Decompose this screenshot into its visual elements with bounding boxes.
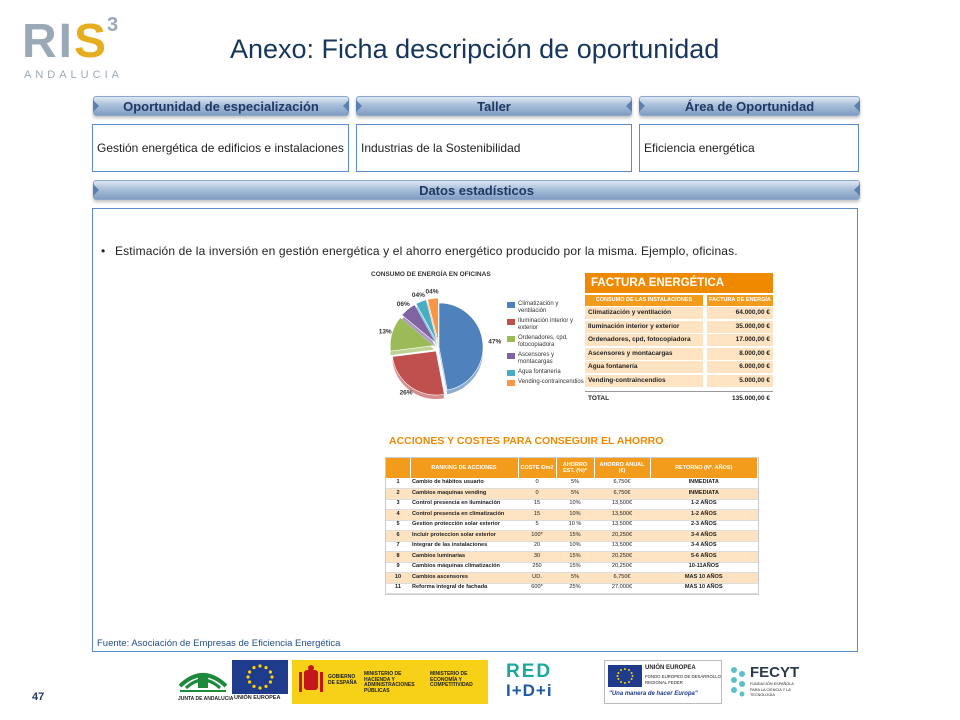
acciones-cell: 7 <box>386 541 410 552</box>
factura-row-name: Agua fontanería <box>585 361 703 373</box>
legend-label: Ascensores y montacargas <box>518 352 555 365</box>
oportunidad-value: Gestión energética de edificios e instalaciones <box>92 124 349 172</box>
pie-value-label: 26% <box>399 389 413 397</box>
acciones-cell: 25% <box>556 583 594 594</box>
acciones-cell: 6 <box>386 531 410 542</box>
acciones-row <box>386 562 758 573</box>
eu-flag-small-icon <box>608 665 642 687</box>
factura-row <box>585 348 773 360</box>
factura-row-value: 17.000,00 € <box>707 334 773 346</box>
logo-brand <box>22 16 108 68</box>
factura-row-name: Vending-contraincendios <box>585 375 703 387</box>
acciones-cell: 15% <box>556 562 594 573</box>
acciones-cell: 6,750€ <box>594 478 650 489</box>
acciones-cell: 15 <box>518 510 556 521</box>
header-area: Área de Oportunidad <box>639 96 860 116</box>
legend-item <box>507 301 587 315</box>
acciones-row <box>386 573 758 584</box>
acciones-cell: 4 <box>386 510 410 521</box>
acciones-cell: 8 <box>386 552 410 563</box>
header-taller: Taller <box>356 96 632 116</box>
acciones-cell: 27,000€ <box>594 583 650 594</box>
fecyt-logo <box>728 660 804 704</box>
gobierno-espana-logo <box>292 660 488 704</box>
footer-logos <box>172 660 800 704</box>
pie-value-label: 13% <box>378 328 392 336</box>
acciones-cell: 9 <box>386 562 410 573</box>
ue-feder-logo <box>604 660 722 704</box>
acciones-cell: Cambios ascensores <box>410 573 518 584</box>
acciones-cell: 5% <box>556 573 594 584</box>
acciones-row <box>386 583 758 594</box>
fecyt-dots-icon <box>728 664 750 700</box>
acciones-cell: 10-11AÑOS <box>650 562 758 573</box>
acciones-cell: 3 <box>386 499 410 510</box>
logo-region: ANDALUCIA <box>24 69 123 81</box>
page-title: Anexo: Ficha descripción de oportunidad <box>230 34 720 64</box>
legend-label: Climatización y ventilación <box>518 301 559 314</box>
taller-value: Industrias de la Sostenibilidad <box>356 124 632 172</box>
factura-row <box>585 375 773 387</box>
acciones-cell: 10% <box>556 499 594 510</box>
acciones-title: ACCIONES Y COSTES PARA CONSEGUIR EL AHORRO <box>389 435 664 447</box>
acciones-header-cell: COSTE €/m2 <box>518 458 556 478</box>
acciones-cell: 1-2 AÑOS <box>650 510 758 521</box>
acciones-row <box>386 531 758 542</box>
acciones-cell: 5 <box>386 520 410 531</box>
acciones-cell: 5 <box>518 520 556 531</box>
pie-legend <box>507 301 587 389</box>
bullet-content: Estimación de la inversión en gestión energética y el ahorro energético producido por la misma. Ejemplo, oficinas. <box>115 244 738 258</box>
legend-swatch <box>507 353 515 359</box>
bullet-text: • Estimación de la inversión en gestión energética y el ahorro energético producido por la misma. Ejemplo, oficinas. <box>101 244 738 258</box>
hacienda-label: MINISTERIO DE HACIENDA Y ADMINISTRACIONES PÚBLICAS <box>364 671 415 694</box>
acciones-cell: Cambios maquinas vending <box>410 489 518 500</box>
pie-slice <box>439 303 483 390</box>
junta-andalucia-logo <box>176 660 234 704</box>
ue2-sub: FONDO EUROPEO DE DESARROLLO REGIONAL FEDER <box>645 674 721 685</box>
acciones-header-cell: AHORRO EST. (%)* <box>556 458 594 478</box>
eu-flag-logo <box>232 660 288 704</box>
legend-label: Ordenadores, cpd, fotocopiadora <box>518 335 568 348</box>
area-value: Eficiencia energética <box>639 124 859 172</box>
logo-superscript: 3 <box>107 14 119 36</box>
acciones-cell: Cambio de hábitos usuario <box>410 478 518 489</box>
acciones-row <box>386 510 758 521</box>
legend-item <box>507 335 587 349</box>
acciones-cell: 30 <box>518 552 556 563</box>
acciones-cell: 3-4 AÑOS <box>650 531 758 542</box>
fecyt-text: FECYT <box>750 664 800 681</box>
fecyt-sub: FUNDACIÓN ESPAÑOLA PARA LA CIENCIA Y LA TECNOLOGÍA <box>750 682 794 697</box>
acciones-cell: 1-2 AÑOS <box>650 499 758 510</box>
legend-item <box>507 369 587 376</box>
factura-col1-header: CONSUMO DE LAS INSTALACIONES <box>585 295 703 306</box>
acciones-cell: INMEDIATA <box>650 478 758 489</box>
legend-swatch <box>507 380 515 386</box>
acciones-header-cell <box>386 458 410 478</box>
factura-row <box>585 334 773 346</box>
acciones-cell: Cambios máquinas climatización <box>410 562 518 573</box>
logo-brand-text: RIS <box>22 15 109 68</box>
acciones-cell: 15% <box>556 531 594 542</box>
acciones-row <box>386 489 758 500</box>
acciones-row <box>386 478 758 489</box>
acciones-cell: INMEDIATA <box>650 489 758 500</box>
acciones-cell: 15 <box>518 499 556 510</box>
legend-item <box>507 318 587 332</box>
factura-total-value: 135.000,00 € <box>732 394 770 402</box>
acciones-cell: 5-6 AÑOS <box>650 552 758 563</box>
junta-label: JUNTA DE ANDALUCIA <box>178 696 234 702</box>
pie-value-label: 06% <box>396 300 410 308</box>
factura-row-name: Iluminación interior y exterior <box>585 321 703 333</box>
acciones-cell: Incluir proteccion solar exterior <box>410 531 518 542</box>
factura-row-value: 64.000,00 € <box>707 307 773 319</box>
acciones-cell: 13,500€ <box>594 541 650 552</box>
economia-label: MINISTERIO DE ECONOMÍA Y COMPETITIVIDAD <box>430 671 473 688</box>
acciones-cell: 20,250€ <box>594 562 650 573</box>
escudo-icon <box>296 664 326 700</box>
acciones-cell: 1 <box>386 478 410 489</box>
acciones-cell: 100* <box>518 531 556 542</box>
factura-table <box>585 273 773 405</box>
ris3-logo <box>22 14 123 84</box>
factura-row-name: Ascensores y montacargas <box>585 348 703 360</box>
stats-panel <box>92 208 858 652</box>
red-text: RED <box>506 661 553 682</box>
legend-label: Iluminación interior y exterior <box>518 318 574 331</box>
acciones-header-cell: RANKING DE ACCIONES <box>410 458 518 478</box>
factura-col2-header: FACTURA DE ENERGÍA <box>707 295 773 306</box>
acciones-cell: Control presencia en climatización <box>410 510 518 521</box>
acciones-cell: 2-3 AÑOS <box>650 520 758 531</box>
pie-title: CONSUMO DE ENERGÍA EN OFICINAS <box>371 271 491 278</box>
acciones-cell: 20 <box>518 541 556 552</box>
acciones-cell: 5% <box>556 489 594 500</box>
ue2-motto: "Una manera de hacer Europa" <box>609 691 698 697</box>
pie-value-label: 04% <box>425 288 439 296</box>
pie-value-label: 04% <box>411 291 425 299</box>
factura-row-name: Climatización y ventilación <box>585 307 703 319</box>
factura-row <box>585 361 773 373</box>
legend-label: Agua fontanería <box>518 369 561 375</box>
acciones-cell: 5% <box>556 478 594 489</box>
acciones-row <box>386 541 758 552</box>
acciones-cell: 0 <box>518 478 556 489</box>
acciones-cell: 11 <box>386 583 410 594</box>
acciones-cell: 6,750€ <box>594 573 650 584</box>
acciones-cell: 10 <box>386 573 410 584</box>
source-note: Fuente: Asociación de Empresas de Eficiencia Energética <box>97 638 341 649</box>
acciones-cell: 13,500€ <box>594 499 650 510</box>
acciones-cell: 10 % <box>556 520 594 531</box>
acciones-cell: 13,500€ <box>594 510 650 521</box>
acciones-cell: Reforma integral de fachada <box>410 583 518 594</box>
page-number: 47 <box>32 691 45 703</box>
legend-swatch <box>507 302 515 308</box>
acciones-cell: 250 <box>518 562 556 573</box>
acciones-cell: MAS 10 AÑOS <box>650 583 758 594</box>
factura-row <box>585 307 773 319</box>
factura-row <box>585 321 773 333</box>
legend-swatch <box>507 370 515 376</box>
gobierno-label: GOBIERNO DE ESPAÑA <box>328 674 357 686</box>
factura-title: FACTURA ENERGÉTICA <box>585 273 773 293</box>
red-idi-logo <box>500 660 596 704</box>
acciones-row <box>386 520 758 531</box>
acciones-row <box>386 552 758 563</box>
acciones-cell: Cambios luminarias <box>410 552 518 563</box>
acciones-cell: 15% <box>556 552 594 563</box>
acciones-cell: Integrar de las instalaciones <box>410 541 518 552</box>
legend-swatch <box>507 336 515 342</box>
pie-chart <box>365 281 513 411</box>
legend-item <box>507 379 587 386</box>
pie-value-label: 47% <box>488 338 502 346</box>
legend-swatch <box>507 319 515 325</box>
factura-total-label: TOTAL <box>588 394 610 402</box>
acciones-cell: 6,750€ <box>594 489 650 500</box>
acciones-cell: 10% <box>556 541 594 552</box>
acciones-header-cell: AHORRO ANUAL (€) <box>594 458 650 478</box>
acciones-header-cell: RETORNO (Nº. AÑOS) <box>650 458 758 478</box>
header-datos: Datos estadísticos <box>93 180 860 200</box>
factura-row-value: 6.000,00 € <box>707 361 773 373</box>
acciones-cell: 600* <box>518 583 556 594</box>
idi-text: I+D+i <box>506 681 553 700</box>
acciones-cell: 2 <box>386 489 410 500</box>
acciones-cell: 3-4 AÑOS <box>650 541 758 552</box>
acciones-table <box>385 457 759 595</box>
acciones-cell: MAS 10 AÑOS <box>650 573 758 584</box>
factura-row-value: 8.000,00 € <box>707 348 773 360</box>
ue2-title: UNIÓN EUROPEA <box>645 665 696 671</box>
acciones-cell: Control presencia en iluminación <box>410 499 518 510</box>
acciones-cell: 20,250€ <box>594 531 650 542</box>
legend-label: Vending-contraincendios <box>518 379 584 385</box>
acciones-cell: 0 <box>518 489 556 500</box>
factura-row-name: Ordenadores, cpd, fotocopiadora <box>585 334 703 346</box>
acciones-cell: 13,500€ <box>594 520 650 531</box>
legend-item <box>507 352 587 366</box>
header-oportunidad: Oportunidad de especialización <box>93 96 349 116</box>
factura-row-value: 5.000,00 € <box>707 375 773 387</box>
acciones-cell: 10% <box>556 510 594 521</box>
acciones-cell: UD. <box>518 573 556 584</box>
acciones-row <box>386 499 758 510</box>
acciones-cell: 20,250€ <box>594 552 650 563</box>
factura-row-value: 35.000,00 € <box>707 321 773 333</box>
acciones-cell: Gestion protección solar exterior <box>410 520 518 531</box>
ue-label: UNIÓN EUROPEA <box>234 695 281 701</box>
